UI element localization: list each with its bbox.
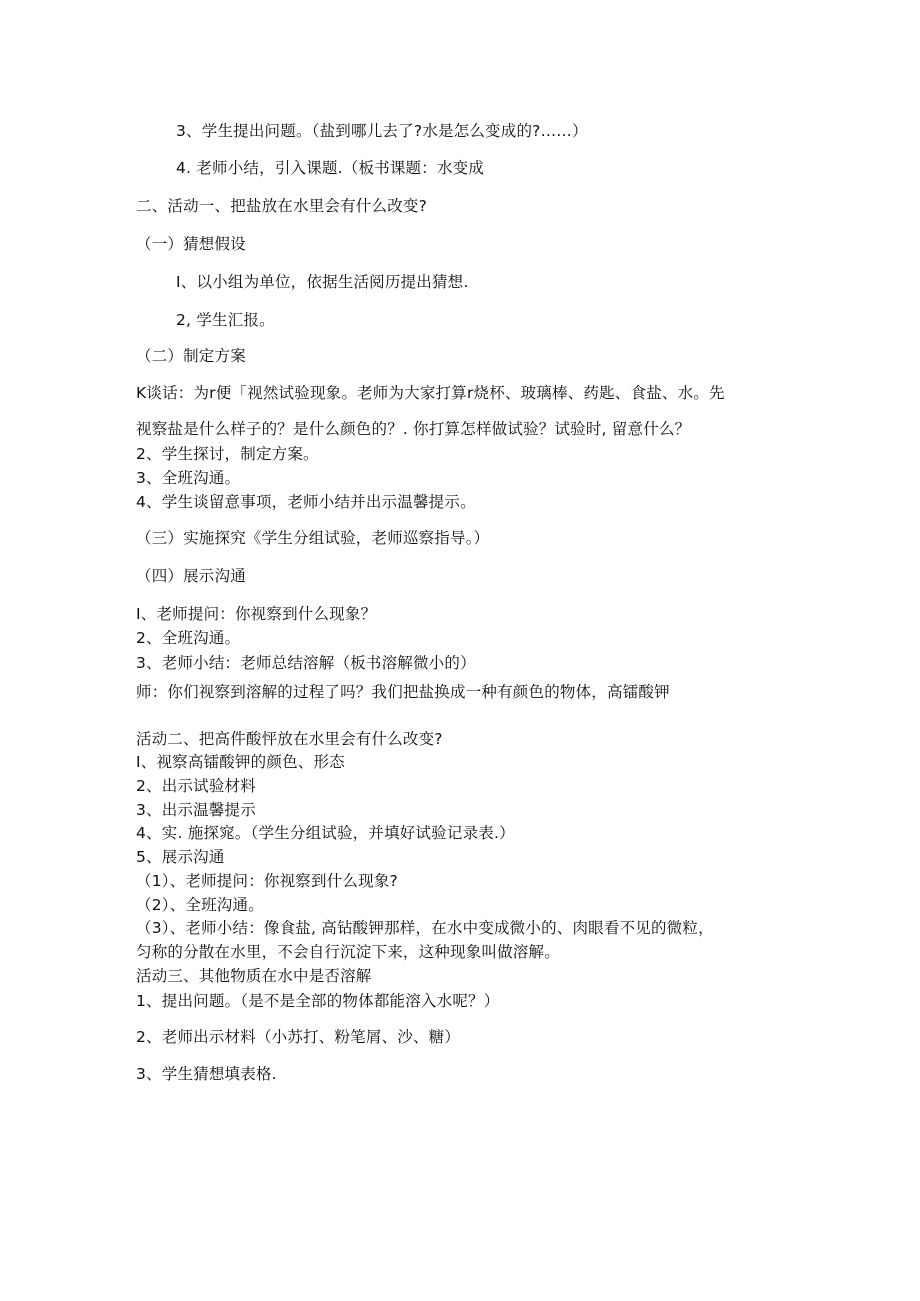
text-line: （1）、老师提问：你视察到什么现象?	[136, 872, 398, 890]
text-line: 3、出示温馨提示	[136, 801, 256, 819]
subsection-heading: （一）猜想假设	[136, 235, 246, 253]
section-heading: 活动二、把高件酸怦放在水里会有什么改变?	[136, 730, 443, 748]
subsection-heading: （四）展示沟通	[136, 567, 246, 585]
section-heading: 活动三、其他物质在水中是否溶解	[136, 967, 372, 985]
text-line: 师：你们视察到溶解的过程了吗？我们把盐换成一种有颜色的物体，高镭酸钾	[136, 683, 670, 701]
text-line: 2、全班沟通。	[136, 629, 241, 647]
text-line: 4、实. 施探窕。（学生分组试验，并填好试验记录表.）	[136, 824, 515, 842]
text-line: （3）、老师小结：像食盐, 高钻酸钾那样，在水中变成微小的、肉眼看不见的微粒，	[136, 919, 714, 937]
text-line: 3、全班沟通。	[136, 469, 241, 487]
text-line: 匀称的分散在水里，不会自行沉淀下来，这种现象叫做溶解。	[136, 943, 560, 961]
text-line: I、以小组为单位，依据生活阅历提出猜想.	[176, 273, 469, 291]
subsection-heading: （二）制定方案	[136, 347, 246, 365]
text-line: 4. 老师小结，引入课题.（板书课题：水变成	[176, 159, 485, 177]
text-line: （2）、全班沟通。	[136, 896, 264, 914]
text-line: 视察盐是什么样子的？是什么颜色的？. 你打算怎样做试验？试验时, 留意什么？	[136, 420, 691, 438]
text-line: I、视察高镭酸钾的颜色、形态	[136, 753, 345, 771]
text-line: 2、出示试验材料	[136, 777, 256, 795]
text-line: 2、学生探讨，制定方案。	[136, 445, 319, 463]
text-line: I、老师提问：你视察到什么现象？	[136, 605, 377, 623]
text-line: 2, 学生汇报。	[176, 311, 275, 329]
subsection-heading: （三）实施探究《学生分组试验，老师巡察指导。）	[136, 529, 490, 547]
text-line: 1、提出问题。（是不是全部的物体都能溶入水呢？）	[136, 992, 500, 1010]
text-line: 3、老师小结：老师总结溶解（板书溶解微小的）	[136, 654, 476, 672]
text-line: 5、展示沟通	[136, 848, 225, 866]
text-line: K谈话：为r便「视然试验现象。老师为大家打算r烧杯、玻璃棒、药匙、食盐、水。先	[136, 384, 725, 402]
text-line: 3、学生猜想填表格.	[136, 1065, 277, 1083]
text-line: 2、老师出示材料（小苏打、粉笔屑、沙、糖）	[136, 1028, 461, 1046]
text-line: 3、学生提出问题。（盐到哪儿去了?水是怎么变成的?……）	[176, 122, 588, 140]
text-line: 4、学生谈留意事项，老师小结并出示温馨提示。	[136, 493, 476, 511]
section-heading: 二、活动一、把盐放在水里会有什么改变?	[136, 197, 428, 215]
